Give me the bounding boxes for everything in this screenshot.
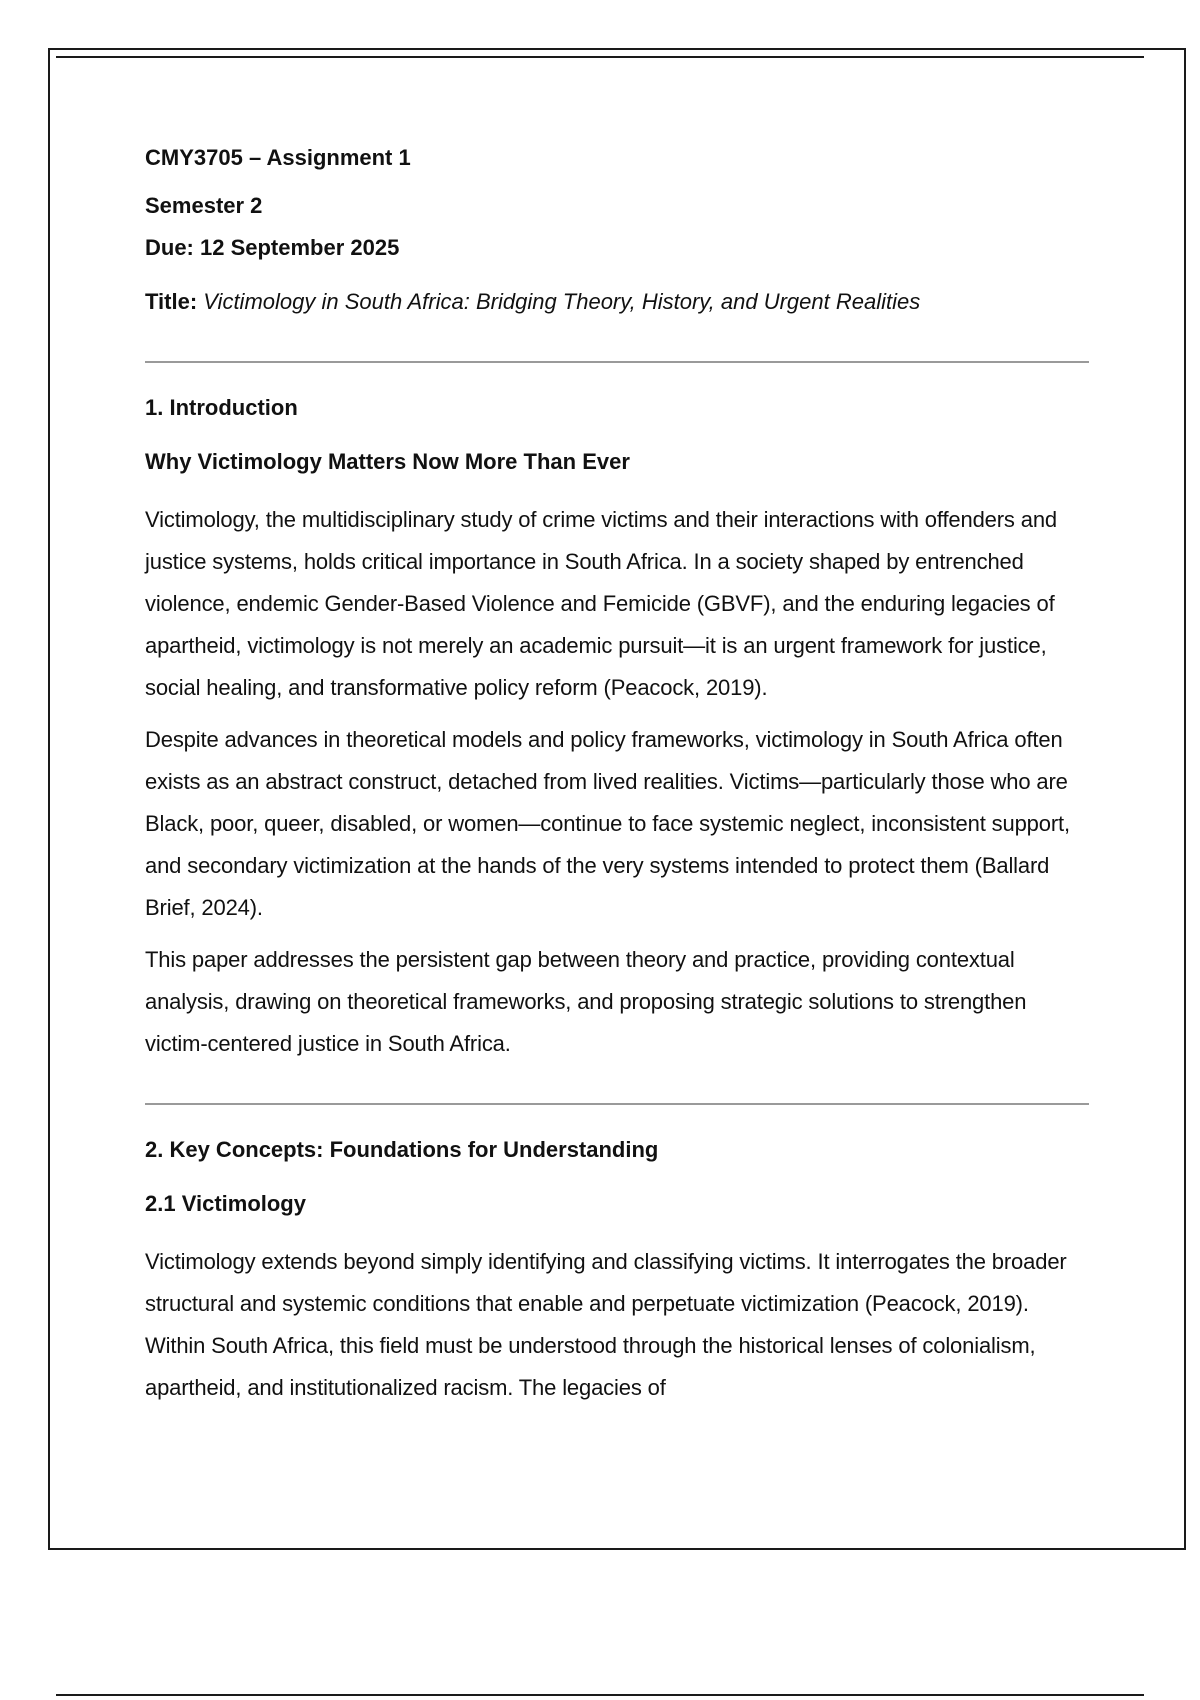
document-body — [145, 143, 1095, 1419]
paragraph: Despite advances in theoretical models and policy frameworks, victimology in South Africa often exists as an abstract construct, detached from lived realities. Victims—particularly those who are Black, poor, queer, disabled, or women—continue to face systemic neglect, inconsistent support, and secondary victimization at the hands of the very systems intended to protect them (Ballard Brief, 2024). — [145, 727, 1070, 920]
top-rule — [56, 56, 1144, 58]
title-line — [145, 287, 1095, 317]
paragraph: Victimology extends beyond simply identifying and classifying victims. It interrogates the broader structural and systemic conditions that enable and perpetuate victimization (Peacock, 2019). Within South Africa, this field must be understood through the historical lenses of colonialism, apartheid, and institutionalized racism. The legacies of — [145, 1249, 1067, 1400]
course-line: CMY3705 – Assignment 1 — [145, 145, 411, 170]
section-heading-key-concepts: 2. Key Concepts: Foundations for Understanding — [145, 1137, 659, 1162]
paragraph: Victimology, the multidisciplinary study of crime victims and their interactions with offenders and justice systems, holds critical importance in South Africa. In a society shaped by entrenched violence, endemic Gender-Based Violence and Femicide (GBVF), and the enduring legacies of apartheid, victimology is not merely an academic pursuit—it is an urgent framework for justice, social healing, and transformative policy reform (Peacock, 2019). — [145, 507, 1057, 700]
title-label: Title: — [145, 289, 198, 314]
subheading-why-victimology: Why Victimology Matters Now More Than Ever — [145, 449, 630, 474]
subheading-victimology: 2.1 Victimology — [145, 1191, 306, 1216]
semester-line: Semester 2 — [145, 193, 263, 218]
section-heading-introduction: 1. Introduction — [145, 395, 298, 420]
next-page-top-rule — [56, 1694, 1144, 1696]
section-divider — [145, 1103, 1089, 1105]
title-text: Victimology in South Africa: Bridging Theory, History, and Urgent Realities — [203, 289, 921, 314]
section-divider — [145, 361, 1089, 363]
paragraph: This paper addresses the persistent gap between theory and practice, providing contextual analysis, drawing on theoretical frameworks, and proposing strategic solutions to strengthen victim-centered justice in South Africa. — [145, 947, 1027, 1056]
due-date-line: Due: 12 September 2025 — [145, 235, 400, 260]
